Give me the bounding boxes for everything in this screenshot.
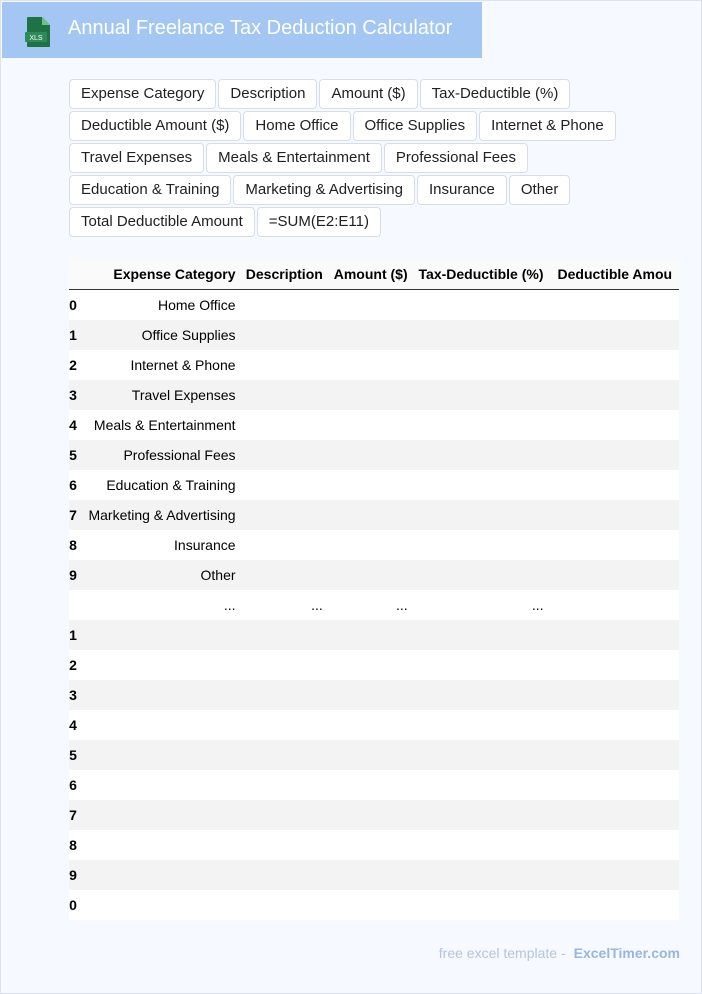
table-cell[interactable] bbox=[77, 620, 242, 650]
table-cell[interactable] bbox=[414, 560, 550, 590]
table-cell[interactable] bbox=[550, 530, 680, 560]
table-cell[interactable] bbox=[550, 710, 680, 740]
table-cell[interactable] bbox=[550, 590, 680, 620]
table-row bbox=[69, 620, 679, 650]
table-row bbox=[69, 650, 679, 680]
chip[interactable]: Other bbox=[509, 175, 571, 205]
table-cell[interactable] bbox=[414, 440, 550, 470]
row-index: 0 bbox=[69, 890, 77, 920]
table-row bbox=[69, 380, 679, 410]
chip[interactable]: =SUM(E2:E11) bbox=[257, 207, 381, 237]
column-header[interactable]: Amount ($) bbox=[329, 259, 414, 290]
table-row bbox=[69, 770, 679, 800]
table-cell[interactable] bbox=[550, 440, 680, 470]
chip[interactable]: Professional Fees bbox=[384, 143, 528, 173]
table-cell[interactable] bbox=[550, 770, 680, 800]
table-cell[interactable] bbox=[414, 530, 550, 560]
chip[interactable]: Education & Training bbox=[69, 175, 231, 205]
table-row bbox=[69, 560, 679, 590]
table-cell[interactable] bbox=[329, 530, 414, 560]
table-cell[interactable] bbox=[242, 530, 329, 560]
table-cell[interactable] bbox=[329, 860, 414, 890]
table-cell[interactable] bbox=[414, 650, 550, 680]
table-cell[interactable] bbox=[77, 770, 242, 800]
table-cell[interactable] bbox=[414, 890, 550, 920]
column-header[interactable]: Expense Category bbox=[77, 259, 242, 290]
table-cell[interactable] bbox=[77, 860, 242, 890]
table-row bbox=[69, 800, 679, 830]
table-row bbox=[69, 470, 679, 500]
table-cell[interactable] bbox=[242, 830, 329, 860]
table-cell[interactable] bbox=[329, 620, 414, 650]
chip[interactable]: Total Deductible Amount bbox=[69, 207, 255, 237]
chip-list bbox=[69, 79, 689, 237]
excel-file-icon bbox=[24, 16, 52, 48]
table-cell[interactable] bbox=[414, 470, 550, 500]
row-index: 6 bbox=[69, 770, 77, 800]
table-cell[interactable]: ... bbox=[329, 590, 414, 620]
table-cell[interactable] bbox=[414, 350, 550, 380]
table-cell[interactable] bbox=[414, 380, 550, 410]
table-cell[interactable] bbox=[550, 290, 680, 321]
table-cell[interactable] bbox=[329, 470, 414, 500]
table-row bbox=[69, 590, 679, 620]
table-cell[interactable]: Professional Fees bbox=[77, 440, 242, 470]
table-row bbox=[69, 410, 679, 440]
table-cell[interactable] bbox=[550, 680, 680, 710]
table-cell[interactable] bbox=[550, 620, 680, 650]
table-cell[interactable]: Education & Training bbox=[77, 470, 242, 500]
table-cell[interactable] bbox=[77, 800, 242, 830]
table-cell[interactable] bbox=[242, 350, 329, 380]
row-index: 1 bbox=[69, 320, 77, 350]
table-cell[interactable]: Office Supplies bbox=[77, 320, 242, 350]
table-cell[interactable] bbox=[77, 890, 242, 920]
column-header[interactable]: Tax-Deductible (%) bbox=[414, 259, 550, 290]
table-cell[interactable] bbox=[414, 800, 550, 830]
row-index: 0 bbox=[69, 290, 77, 321]
row-index: 9 bbox=[69, 560, 77, 590]
row-index: 7 bbox=[69, 800, 77, 830]
table-row bbox=[69, 680, 679, 710]
table-cell[interactable]: Marketing & Advertising bbox=[77, 500, 242, 530]
chip[interactable]: Description bbox=[218, 79, 317, 109]
table-cell[interactable] bbox=[242, 740, 329, 770]
table-cell[interactable] bbox=[242, 860, 329, 890]
table-cell[interactable]: ... bbox=[414, 590, 550, 620]
row-index: 9 bbox=[69, 860, 77, 890]
table-cell[interactable] bbox=[414, 620, 550, 650]
table-cell[interactable] bbox=[329, 350, 414, 380]
table-cell[interactable] bbox=[329, 440, 414, 470]
chip[interactable]: Office Supplies bbox=[353, 111, 478, 141]
table-cell[interactable] bbox=[414, 320, 550, 350]
table-cell[interactable] bbox=[77, 650, 242, 680]
footer-brand-link[interactable]: ExcelTimer.com bbox=[573, 945, 680, 961]
row-index: 5 bbox=[69, 440, 77, 470]
table-row bbox=[69, 440, 679, 470]
table-cell[interactable] bbox=[242, 500, 329, 530]
table-cell[interactable] bbox=[242, 320, 329, 350]
table-row bbox=[69, 740, 679, 770]
chip[interactable]: Meals & Entertainment bbox=[206, 143, 382, 173]
table-cell[interactable] bbox=[414, 290, 550, 321]
table-cell[interactable] bbox=[77, 740, 242, 770]
svg-text:XLS: XLS bbox=[29, 35, 43, 42]
table-cell[interactable] bbox=[242, 380, 329, 410]
chip[interactable]: Expense Category bbox=[69, 79, 216, 109]
table-cell[interactable] bbox=[242, 290, 329, 321]
row-index: 4 bbox=[69, 410, 77, 440]
row-index: 3 bbox=[69, 380, 77, 410]
table-cell[interactable] bbox=[329, 800, 414, 830]
table-cell[interactable] bbox=[77, 830, 242, 860]
table-cell[interactable] bbox=[414, 500, 550, 530]
table-cell[interactable] bbox=[550, 860, 680, 890]
table-cell[interactable] bbox=[329, 830, 414, 860]
table-cell[interactable]: Home Office bbox=[77, 290, 242, 321]
table-cell[interactable] bbox=[242, 440, 329, 470]
table-cell[interactable]: Insurance bbox=[77, 530, 242, 560]
table-cell[interactable] bbox=[414, 830, 550, 860]
table-row bbox=[69, 830, 679, 860]
row-index: 8 bbox=[69, 830, 77, 860]
row-index: 2 bbox=[69, 650, 77, 680]
table-cell[interactable] bbox=[329, 770, 414, 800]
table-cell[interactable] bbox=[329, 890, 414, 920]
table-cell[interactable] bbox=[242, 620, 329, 650]
table-cell[interactable] bbox=[550, 740, 680, 770]
table-row bbox=[69, 530, 679, 560]
table-cell[interactable] bbox=[550, 410, 680, 440]
table-cell[interactable] bbox=[414, 680, 550, 710]
table-cell[interactable] bbox=[242, 470, 329, 500]
table-cell[interactable] bbox=[242, 650, 329, 680]
table-cell[interactable]: Travel Expenses bbox=[77, 380, 242, 410]
row-index: 4 bbox=[69, 710, 77, 740]
table-row bbox=[69, 290, 679, 321]
table-cell[interactable] bbox=[414, 710, 550, 740]
table-row bbox=[69, 710, 679, 740]
table-cell[interactable] bbox=[414, 770, 550, 800]
table-cell[interactable] bbox=[550, 380, 680, 410]
table-cell[interactable] bbox=[242, 560, 329, 590]
table-row bbox=[69, 860, 679, 890]
table-cell[interactable] bbox=[77, 710, 242, 740]
table-cell[interactable] bbox=[77, 680, 242, 710]
table-cell[interactable] bbox=[329, 290, 414, 321]
table-cell[interactable] bbox=[329, 680, 414, 710]
table-cell[interactable] bbox=[329, 410, 414, 440]
column-header[interactable]: Deductible Amou bbox=[550, 259, 680, 290]
table-cell[interactable] bbox=[550, 890, 680, 920]
chip[interactable]: Marketing & Advertising bbox=[233, 175, 415, 205]
row-index: 6 bbox=[69, 470, 77, 500]
row-index: 8 bbox=[69, 530, 77, 560]
chip[interactable]: Internet & Phone bbox=[479, 111, 616, 141]
row-index: 1 bbox=[69, 620, 77, 650]
table-cell[interactable]: Other bbox=[77, 560, 242, 590]
chip[interactable]: Insurance bbox=[417, 175, 507, 205]
page-title: Annual Freelance Tax Deduction Calculator bbox=[68, 17, 453, 39]
footer bbox=[439, 945, 680, 961]
table-cell[interactable]: Internet & Phone bbox=[77, 350, 242, 380]
row-index: 7 bbox=[69, 500, 77, 530]
footer-text: free excel template - bbox=[438, 945, 566, 961]
chip[interactable]: Amount ($) bbox=[319, 79, 417, 109]
table-cell[interactable] bbox=[329, 500, 414, 530]
chip[interactable]: Home Office bbox=[243, 111, 350, 141]
table-cell[interactable] bbox=[550, 350, 680, 380]
data-table-container bbox=[69, 259, 679, 920]
table-cell[interactable]: ... bbox=[77, 590, 242, 620]
column-header[interactable]: Description bbox=[242, 259, 329, 290]
index-header bbox=[69, 259, 77, 290]
table-cell[interactable] bbox=[550, 470, 680, 500]
table-cell[interactable] bbox=[550, 800, 680, 830]
table-cell[interactable]: ... bbox=[242, 590, 329, 620]
table-cell[interactable] bbox=[242, 410, 329, 440]
table-row bbox=[69, 350, 679, 380]
table-cell[interactable] bbox=[242, 890, 329, 920]
table-cell[interactable] bbox=[550, 320, 680, 350]
table-cell[interactable] bbox=[242, 770, 329, 800]
table-cell[interactable] bbox=[329, 320, 414, 350]
table-cell[interactable] bbox=[329, 650, 414, 680]
table-cell[interactable] bbox=[550, 650, 680, 680]
header-bar bbox=[2, 2, 482, 58]
table-header-row bbox=[69, 259, 679, 290]
table-cell[interactable] bbox=[329, 380, 414, 410]
chip[interactable]: Deductible Amount ($) bbox=[69, 111, 241, 141]
table-cell[interactable] bbox=[550, 830, 680, 860]
table-cell[interactable] bbox=[242, 710, 329, 740]
table-cell[interactable] bbox=[242, 800, 329, 830]
table-row bbox=[69, 320, 679, 350]
data-table bbox=[69, 259, 679, 920]
row-index: 5 bbox=[69, 740, 77, 770]
row-index: 2 bbox=[69, 350, 77, 380]
table-cell[interactable] bbox=[329, 710, 414, 740]
table-cell[interactable] bbox=[242, 680, 329, 710]
table-row bbox=[69, 890, 679, 920]
table-cell[interactable] bbox=[414, 740, 550, 770]
row-index: 3 bbox=[69, 680, 77, 710]
chip[interactable]: Tax-Deductible (%) bbox=[420, 79, 571, 109]
table-cell[interactable] bbox=[329, 740, 414, 770]
table-cell[interactable] bbox=[329, 560, 414, 590]
table-cell[interactable] bbox=[414, 860, 550, 890]
table-row bbox=[69, 500, 679, 530]
table-cell[interactable] bbox=[550, 500, 680, 530]
row-index bbox=[69, 590, 77, 620]
chip[interactable]: Travel Expenses bbox=[69, 143, 204, 173]
table-cell[interactable] bbox=[550, 560, 680, 590]
table-cell[interactable]: Meals & Entertainment bbox=[77, 410, 242, 440]
table-cell[interactable] bbox=[414, 410, 550, 440]
